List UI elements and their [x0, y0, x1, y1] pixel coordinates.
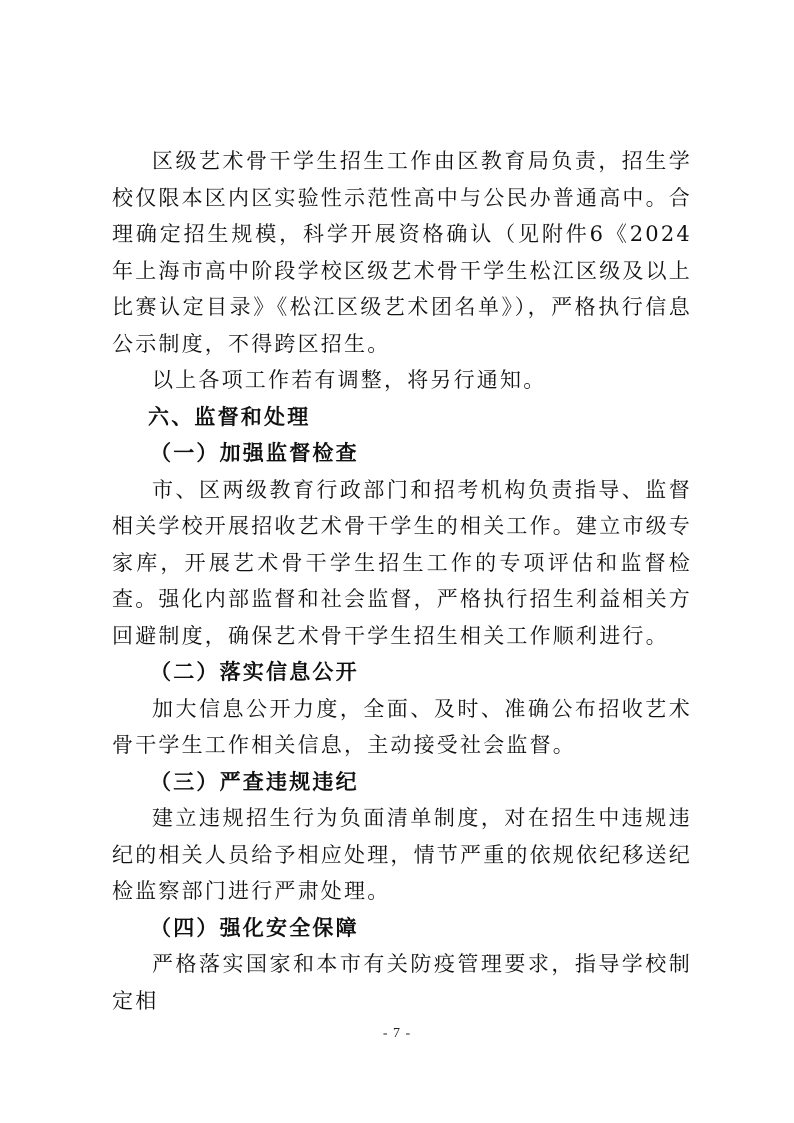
paragraph-supervision-inspection: 市、区两级教育行政部门和招考机构负责指导、监督相关学校开展招收艺术骨干学生的相关工作。建立市级专家库，开展艺术骨干学生招生工作的专项评估和监督检查。强化内部监督和社会监督，严格执行招生利益相关方回避制度，确保艺术骨干学生招生相关工作顺利进行。	[112, 477, 692, 648]
paragraph-safety: 严格落实国家和本市有关防疫管理要求，指导学校制定相	[112, 952, 692, 1013]
paragraph-information-disclosure: 加大信息公开力度，全面、及时、准确公布招收艺术骨干学生工作相关信息，主动接受社会监督。	[112, 696, 692, 757]
subsection-heading-3: （三）严查违规违纪	[150, 768, 359, 794]
subsection-heading-4: （四）强化安全保障	[150, 914, 359, 940]
document-body	[112, 143, 692, 1019]
paragraph-adjustment-notice: 以上各项工作若有调整，将另行通知。	[152, 368, 547, 392]
paragraph-district-art-enrollment: 区级艺术骨干学生招生工作由区教育局负责，招生学校仅限本区内区实验性示范性高中与公民办普通高中。合理确定招生规模，科学开展资格确认（见附件6《2024年上海市高中阶段学校区级艺术骨干学生松江区级及以上比赛认定目录》《松江区级艺术团名单》），严格执行信息公示制度，不得跨区招生。	[112, 149, 692, 356]
paragraph-violations: 建立违规招生行为负面清单制度，对在招生中违规违纪的相关人员给予相应处理，情节严重的依规依纪移送纪检监察部门进行严肃处理。	[112, 806, 692, 903]
subsection-heading-2: （二）落实信息公开	[150, 659, 359, 684]
section-heading-supervision: 六、监督和处理	[148, 403, 311, 429]
subsection-heading-1: （一）加强监督检查	[150, 440, 359, 465]
page-number: - 7 -	[382, 1026, 412, 1041]
